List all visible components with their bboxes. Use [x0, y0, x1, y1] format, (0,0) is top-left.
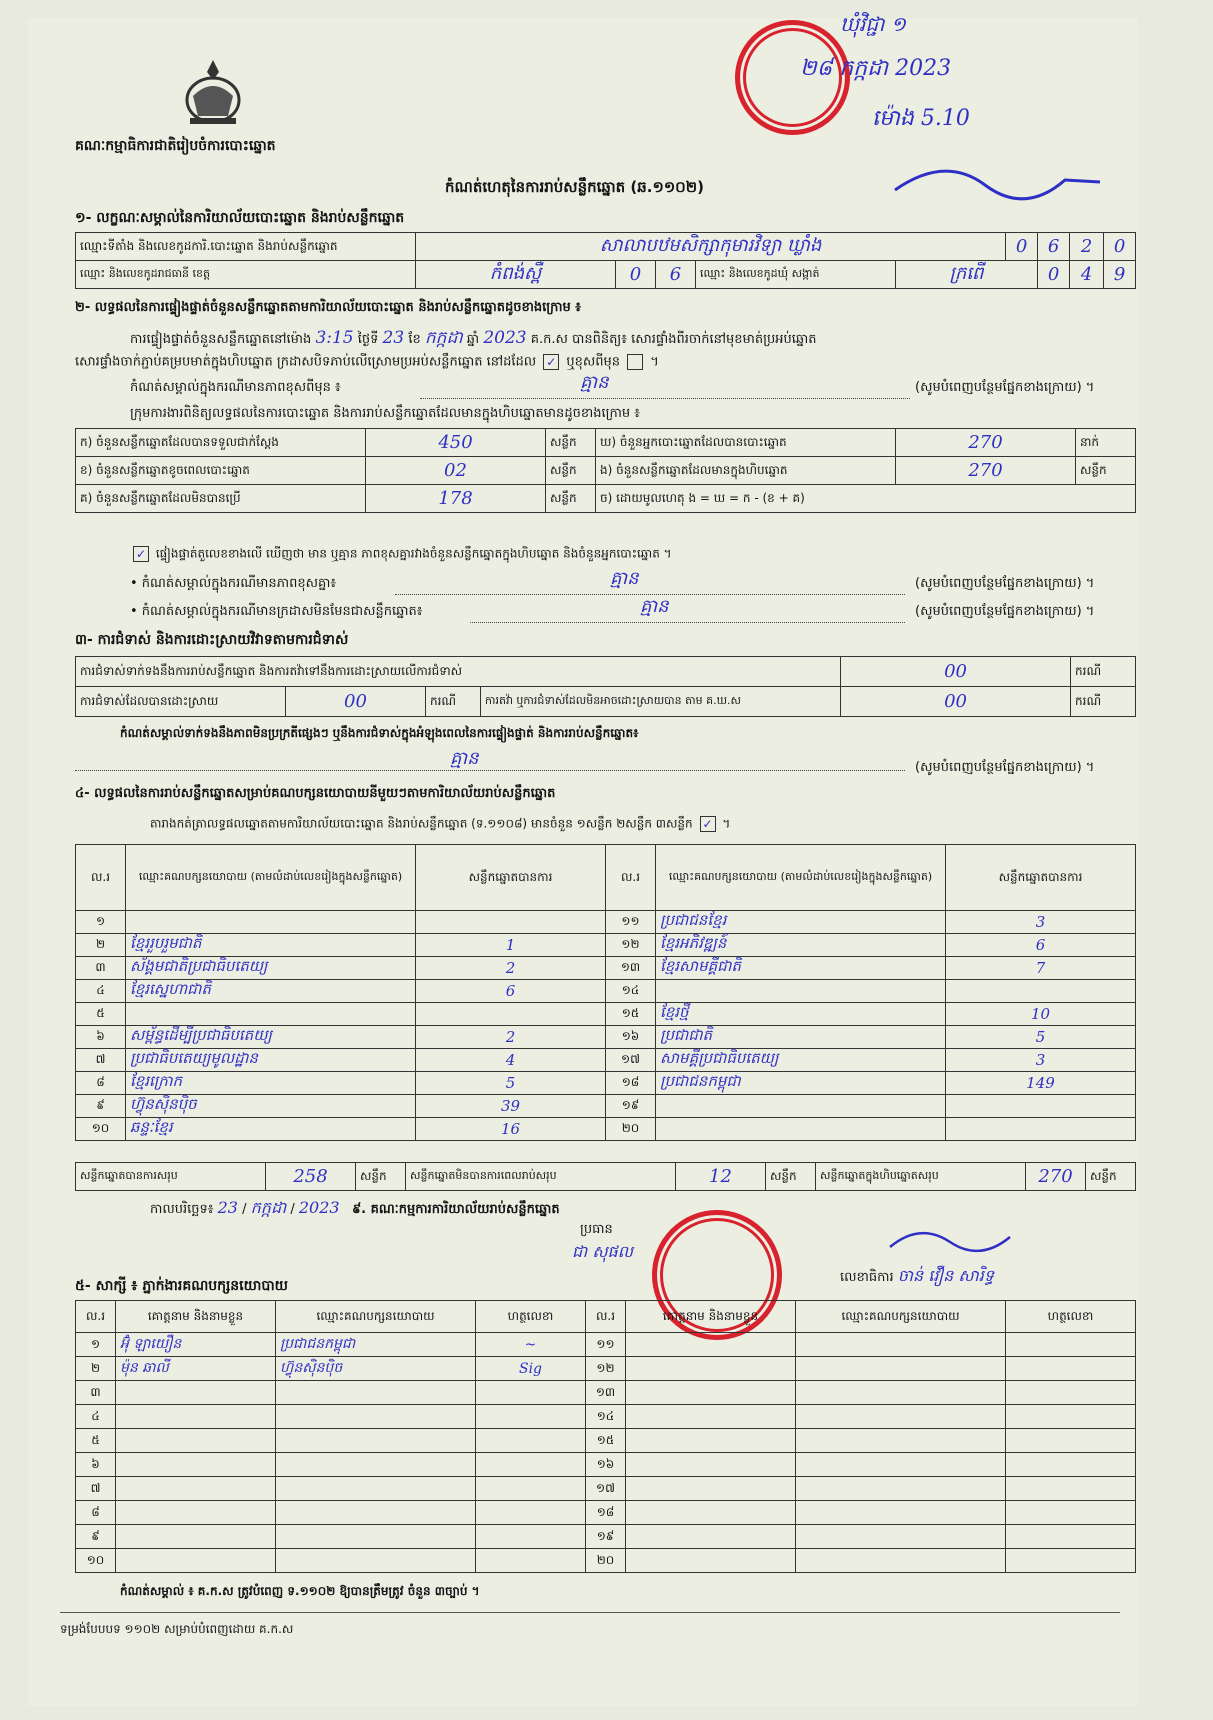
vote-count: 10 [946, 1003, 1136, 1026]
s4-results-table [75, 844, 1136, 1141]
row-number: ១៣ [586, 1381, 626, 1405]
vote-count: 4 [416, 1049, 606, 1072]
table-row [76, 1118, 1136, 1141]
row-number: ៦ [76, 1453, 116, 1477]
table-row [76, 1525, 1136, 1549]
row-number: ៨ [76, 1072, 126, 1095]
s2-line-a-year: ឆ្នាំ [466, 332, 480, 347]
s1-row1-value: សាលាបឋមសិក្សាកុមារវិទ្យា ឃ្លាំង [416, 233, 1006, 261]
row-number: ៧ [76, 1477, 116, 1501]
s3-r1-label: ការជំទាស់ទាក់ទងនឹងការរាប់សន្លឹកឆ្នោត និងការតវ៉ាទៅនឹងការដោះស្រាយលើការជំទាស់ [76, 657, 841, 687]
s2-note2-label: • កំណត់សម្គាល់ក្នុងករណីមានភាពខុសគ្នា៖ [130, 576, 337, 591]
s1-row2-label2: ឈ្មោះ និងលេខកូដឃុំ សង្កាត់ [696, 261, 896, 289]
witness-signature [1006, 1357, 1136, 1381]
witness-party [276, 1549, 476, 1573]
witness-signature [1006, 1525, 1136, 1549]
table-row [76, 1357, 1136, 1381]
total-valid-value: 258 [266, 1163, 356, 1191]
witness-party [276, 1381, 476, 1405]
s1-row2-value: កំពង់ស្ពឺ [416, 261, 616, 289]
witness-signature: ~ [476, 1333, 586, 1357]
s5-col-party-r: ឈ្មោះគណបក្សនយោបាយ [796, 1301, 1006, 1333]
witness-party: ប្រជាជនកម្ពុជា [276, 1333, 476, 1357]
party-name: ខ្មែរថ្មី [656, 1003, 946, 1026]
witness-name [626, 1381, 796, 1405]
witness-signature [1006, 1549, 1136, 1573]
table-row [76, 1003, 1136, 1026]
gho-unit: នាក់ [1076, 429, 1136, 457]
witness-signature [1006, 1477, 1136, 1501]
row-number: ១៥ [586, 1429, 626, 1453]
witness-signature [476, 1525, 586, 1549]
ko-unit: សន្លឹក [546, 485, 596, 513]
vote-count [946, 1118, 1136, 1141]
secretary-label: លេខាធិការ [840, 1270, 894, 1285]
s2-note3-line [470, 622, 905, 623]
s4-col-party-r: ឈ្មោះគណបក្សនយោបាយ (តាមលំដាប់លេខរៀងក្នុងសន្លឹកឆ្នោត) [656, 845, 946, 911]
party-name: ប្រជាធិបតេយ្យមូលដ្ឋាន [126, 1049, 416, 1072]
kha-unit: សន្លឹក [546, 457, 596, 485]
witness-name: ម៉ុន ឆាលី [116, 1357, 276, 1381]
table-row [76, 1049, 1136, 1072]
s2-diff-text: ផ្ទៀងផ្ទាត់តួលេខខាងលើ ឃើញថា មាន ឬគ្មាន ភាពខុសគ្នារវាងចំនួនសន្លឹកឆ្នោតក្នុងហិបឆ្នោត និងចំនួនអ្នកបោះឆ្នោត ។ [155, 546, 672, 561]
s3-r2b-unit: ករណី [1071, 687, 1136, 717]
org-name: គណៈកម្មាធិការជាតិរៀបចំការបោះឆ្នោត [75, 138, 276, 154]
footer-divider [60, 1612, 1120, 1613]
total-invalid-label: សន្លឹកឆ្នោតមិនបានការពេលរាប់សរុប [406, 1163, 676, 1191]
witness-party: ហ៊្វុនស៊ិនប៉ិច [276, 1357, 476, 1381]
s2-title: ២- លទ្ធផលនៃការផ្ទៀងផ្ទាត់ចំនួនសន្លឹកឆ្នោតតាមការិយាល័យបោះឆ្នោត និងរាប់សន្លឹកឆ្នោតដូចខាងក្រោម ៖ [75, 300, 581, 315]
s2-note-line [420, 398, 910, 399]
witness-name: អ៊ុំ ឡាយឿន [116, 1333, 276, 1357]
secretary-name: ចាន់ វឿន សារិទ្ធ [897, 1266, 994, 1285]
s1-row2-code2-0: 0 [1038, 261, 1070, 289]
s1-row1-code-1: 6 [1038, 233, 1070, 261]
s1-row1-code-3: 0 [1104, 233, 1136, 261]
vote-count: 6 [416, 980, 606, 1003]
unchanged-checkbox[interactable]: ✓ [543, 354, 559, 370]
s4-col-party: ឈ្មោះគណបក្សនយោបាយ (តាមលំដាប់លេខរៀងក្នុងសន្លឹកឆ្នោត) [126, 845, 416, 911]
table-row [76, 1381, 1136, 1405]
row-number: ៤ [76, 1405, 116, 1429]
row-number: ៦ [76, 1026, 126, 1049]
witness-party [276, 1501, 476, 1525]
witness-name [626, 1405, 796, 1429]
witness-party [796, 1405, 1006, 1429]
s4-col-votes: សន្លឹកឆ្នោតបានការ [416, 845, 606, 911]
ngo-label: ង) ចំនួនសន្លឹកឆ្នោតដែលមានក្នុងហិបឆ្នោត [596, 457, 896, 485]
witness-name [116, 1501, 276, 1525]
witness-party [796, 1525, 1006, 1549]
witness-party [796, 1501, 1006, 1525]
table-row [76, 1453, 1136, 1477]
row-number: ១៤ [606, 980, 656, 1003]
s5-title: ៥- សាក្សី ៖ ភ្នាក់ងារគណបក្សនយោបាយ [75, 1278, 289, 1294]
s2-seal-line: សោរផ្ទាំងចាក់ភ្ជាប់គម្របមាត់ក្នុងហិបឆ្នោត ក្រដាសបិទភាប់លើស្រោមប្រអប់សន្លឹកឆ្នោត នៅដដែល ✓ ឬខុសពីមុន ។ [75, 354, 659, 370]
vote-count: 3 [946, 1049, 1136, 1072]
vote-count: 2 [416, 1026, 606, 1049]
s1-row2-code2-2: 9 [1104, 261, 1136, 289]
sheet-count-checkbox[interactable]: ✓ [700, 816, 716, 832]
party-name: ប្រជាជាតិ [656, 1026, 946, 1049]
footer-text: ទម្រង់បែបបទ ១១០២ សម្រាប់បំពេញដោយ គ.ក.ស [60, 1622, 294, 1636]
vote-count: 149 [946, 1072, 1136, 1095]
party-name [126, 1003, 416, 1026]
vote-count: 6 [946, 934, 1136, 957]
witness-party [796, 1477, 1006, 1501]
witness-signature [476, 1405, 586, 1429]
s5-col-sig: ហត្ថលេខា [476, 1301, 586, 1333]
s3-r2b-value: 00 [841, 687, 1071, 717]
table-row [76, 1072, 1136, 1095]
receipt-line1: ឃុំវិជ្ជា ១ [840, 12, 906, 36]
row-number: ៧ [76, 1049, 126, 1072]
witness-name [626, 1357, 796, 1381]
row-number: ៨ [76, 1501, 116, 1525]
table-row [76, 911, 1136, 934]
witness-name [626, 1525, 796, 1549]
witness-party [276, 1525, 476, 1549]
s2-note2-hint: (សូមបំពេញបន្ថែមផ្នែកខាងក្រោយ) ។ [915, 576, 1095, 591]
vote-count: 16 [416, 1118, 606, 1141]
s2-day: 23 [382, 328, 405, 348]
row-number: ៣ [76, 1381, 116, 1405]
doc-title: កំណត់ហេតុនៃការរាប់សន្លឹកឆ្នោត (ឆ.១១០២) [445, 178, 705, 196]
s4-col-votes-r: សន្លឹកឆ្នោតបានការ [946, 845, 1136, 911]
row-number: ២០ [606, 1118, 656, 1141]
date-month: កក្កដា [250, 1198, 287, 1217]
party-name: ប្រជាជនខ្មែរ [656, 911, 946, 934]
witness-signature [1006, 1453, 1136, 1477]
total-valid-label: សន្លឹកឆ្នោតបានការសរុប [76, 1163, 266, 1191]
s3-r2-value: 00 [286, 687, 426, 717]
s2-note-value: គ្មាន [580, 372, 609, 393]
date-label: កាលបរិច្ឆេទ៖ [150, 1202, 214, 1217]
witness-signature [1006, 1381, 1136, 1405]
witness-name [626, 1549, 796, 1573]
total-invalid-unit: សន្លឹក [766, 1163, 816, 1191]
ngo-unit: សន្លឹក [1076, 457, 1136, 485]
s2-note3-label: • កំណត់សម្គាល់ក្នុងករណីមានក្រដាសមិនមែនជាសន្លឹកឆ្នោត៖ [130, 604, 423, 619]
row-number: ១៤ [586, 1405, 626, 1429]
witness-signature [1006, 1429, 1136, 1453]
s1-title: ១- លក្ខណៈសម្គាល់នៃការិយាល័យបោះឆ្នោត និងរាប់សន្លឹកឆ្នោត [75, 210, 405, 226]
s4-title: ៤- លទ្ធផលនៃការរាប់សន្លឹកឆ្នោតសម្រាប់គណបក្សនយោបាយនីមួយៗតាមការិយាល័យរាប់សន្លឹកឆ្នោត [75, 786, 556, 801]
row-number: ២០ [586, 1549, 626, 1573]
row-number: ២ [76, 934, 126, 957]
witness-signature [476, 1453, 586, 1477]
s5-col-sig-r: ហត្ថលេខា [1006, 1301, 1136, 1333]
s2-year: 2023 [483, 328, 527, 348]
ka-unit: សន្លឹក [546, 429, 596, 457]
party-name [126, 911, 416, 934]
s5-col-name: គោត្តនាម និងនាមខ្លួន [116, 1301, 276, 1333]
witness-name [626, 1453, 796, 1477]
party-name: ខ្មែរសាមគ្គីជាតិ [656, 957, 946, 980]
s2-note2-line [395, 594, 905, 595]
s4-col-no: ល.រ [76, 845, 126, 911]
witness-name [626, 1429, 796, 1453]
witness-party [796, 1333, 1006, 1357]
row-number: ១៦ [586, 1453, 626, 1477]
row-number: ៣ [76, 957, 126, 980]
secretary-signature [880, 1212, 1020, 1262]
s1-row1-code-0: 0 [1006, 233, 1038, 261]
s2-verify-line [130, 328, 817, 348]
s3-note-hint: (សូមបំពេញបន្ថែមផ្នែកខាងក្រោយ) ។ [915, 760, 1095, 775]
party-name: ស័ង្គមជាតិប្រជាធិបតេយ្យ [126, 957, 416, 980]
diff-checkbox[interactable]: ✓ [133, 546, 149, 562]
witness-name [116, 1549, 276, 1573]
receipt-line2: ២៨ កក្កដា 2023 [800, 56, 952, 81]
s1-row2-label: ឈ្មោះ និងលេខកូដរាជធានី ខេត្ត [80, 266, 210, 280]
witness-name [116, 1429, 276, 1453]
witness-name [116, 1525, 276, 1549]
s2-line-a-pre: ការផ្ទៀងផ្ទាត់ចំនួនសន្លឹកឆ្នោតនៅម៉ោង [130, 332, 312, 347]
s2-month: កក្កដា [424, 328, 463, 348]
vote-count [416, 911, 606, 934]
row-number: ១៧ [586, 1477, 626, 1501]
s2-time: 3:15 [315, 328, 354, 348]
witness-name [116, 1381, 276, 1405]
vote-count: 5 [946, 1026, 1136, 1049]
committee-label: ៩. គណៈកម្មការការិយាល័យរាប់សន្លឹកឆ្នោត [351, 1202, 560, 1217]
row-number: ២ [76, 1357, 116, 1381]
witness-signature [1006, 1333, 1136, 1357]
vote-count: 2 [416, 957, 606, 980]
row-number: ១៨ [606, 1072, 656, 1095]
witness-signature [476, 1381, 586, 1405]
row-number: ១២ [606, 934, 656, 957]
ka-label: ក) ចំនួនសន្លឹកឆ្នោតដែលបានទទួលជាក់ស្តែង [76, 429, 366, 457]
s2-line-b-or: ឬខុសពីមុន [566, 354, 621, 370]
vote-count: 39 [416, 1095, 606, 1118]
witness-name [116, 1477, 276, 1501]
s1-table [75, 232, 1136, 289]
witness-signature [1006, 1501, 1136, 1525]
chair-label: ប្រធាន [580, 1222, 613, 1237]
witness-party [796, 1357, 1006, 1381]
row-number: ១៩ [586, 1525, 626, 1549]
table-row [76, 1026, 1136, 1049]
witness-name [626, 1501, 796, 1525]
gho-label: ឃ) ចំនួនអ្នកបោះឆ្នោតដែលបានបោះឆ្នោត [596, 429, 896, 457]
table-row [76, 1405, 1136, 1429]
row-number: ១២ [586, 1357, 626, 1381]
vote-count: 5 [416, 1072, 606, 1095]
witness-signature [476, 1429, 586, 1453]
witness-name [626, 1477, 796, 1501]
s3-r2b-label: ការតវ៉ា ឬការជំទាស់ដែលមិនអាចដោះស្រាយបាន តាម គ.ឃ.ស [481, 687, 841, 717]
s1-row1-label: ឈ្មោះទីតាំង និងលេខកូដការិ.បោះឆ្នោត និងរាប់សន្លឹកឆ្នោត [76, 233, 416, 261]
row-number: ១០ [76, 1549, 116, 1573]
witness-signature: Sig [476, 1357, 586, 1381]
royal-emblem-icon [178, 56, 248, 130]
vote-count: 1 [416, 934, 606, 957]
s3-r2-label: ការជំទាស់ដែលបានដោះស្រាយ [76, 687, 286, 717]
s3-note-line [75, 770, 905, 771]
receipt-line3: ម៉ោង 5.10 [872, 106, 970, 131]
row-number: ១ [76, 911, 126, 934]
s2-count-line: ក្រុមការងារពិនិត្យលទ្ធផលនៃការបោះឆ្នោត និងការរាប់សន្លឹកឆ្នោតដែលមានក្នុងហិបឆ្នោតមានដូចខាងក្រោម ៖ [130, 406, 640, 421]
table-row [76, 1333, 1136, 1357]
receipt-signature [885, 150, 1105, 210]
s4-intro: តារាងកត់ត្រាលទ្ធផលឆ្នោតតាមការិយាល័យបោះឆ្នោត និងរាប់សន្លឹកឆ្នោត (ទ.១១០៨) មានចំនួន ១សន្លឹក ២សន្លឹក ៣សន្លឹក ✓ ។ [150, 816, 731, 831]
s3-note-value: គ្មាន [450, 748, 479, 769]
s2-count-table [75, 428, 1136, 513]
witness-signature [1006, 1405, 1136, 1429]
table-row [76, 1549, 1136, 1573]
s3-r1-value: 00 [841, 657, 1071, 687]
s2-line-a-post: គ.ក.ស បានពិនិត្យ៖ សោរផ្ទាំងពីរចាក់នៅមុខមាត់ប្រអប់ឆ្នោត [530, 332, 817, 347]
s2-diff-line [130, 546, 672, 562]
row-number: ១៦ [606, 1026, 656, 1049]
s5-witness-table [75, 1300, 1136, 1573]
vote-count [946, 1095, 1136, 1118]
s4-date-line: កាលបរិច្ឆេទ៖ 23 / កក្កដា / 2023 ៩. គណៈកម្មការការិយាល័យរាប់សន្លឹកឆ្នោត [150, 1198, 560, 1217]
row-number: ១១ [606, 911, 656, 934]
row-number: ១៩ [606, 1095, 656, 1118]
party-name: ប្រជាជនកម្ពុជា [656, 1072, 946, 1095]
secretary-line [840, 1266, 994, 1286]
s3-title: ៣- ការជំទាស់ និងការដោះស្រាយវិវាទតាមការជំទាស់ [75, 632, 349, 648]
s2-note3-value: គ្មាន [640, 596, 669, 617]
table-row [76, 980, 1136, 1003]
s2-note-label: កំណត់សម្គាល់ក្នុងករណីមានភាពខុសពីមុន ៖ [130, 380, 341, 395]
row-number: ១០ [76, 1118, 126, 1141]
party-name: ខ្មែរស្នេហាជាតិ [126, 980, 416, 1003]
s1-row1-code-2: 2 [1070, 233, 1104, 261]
vote-count: 3 [946, 911, 1136, 934]
party-name: ខ្មែរក្រោក [126, 1072, 416, 1095]
ko-label: គ) ចំនួនសន្លឹកឆ្នោតដែលមិនបានប្រើ [76, 485, 366, 513]
table-row [76, 957, 1136, 980]
party-name: ឆន្ទៈខ្មែរ [126, 1118, 416, 1141]
party-name [656, 1095, 946, 1118]
s1-row2-value2: ក្រពើ [896, 261, 1038, 289]
s4-intro-text: តារាងកត់ត្រាលទ្ធផលឆ្នោតតាមការិយាល័យបោះឆ្នោត និងរាប់សន្លឹកឆ្នោត (ទ.១១០៨) មានចំនួន ១សន្លឹក ២សន្លឹក ៣សន្លឹក [150, 816, 693, 831]
witness-party [276, 1453, 476, 1477]
row-number: ១៣ [606, 957, 656, 980]
date-year: 2023 [298, 1198, 340, 1217]
date-day: 23 [217, 1198, 238, 1217]
total-box-label: សន្លឹកឆ្នោតក្នុងហិបឆ្នោតសរុប [816, 1163, 1026, 1191]
total-box-value: 270 [1026, 1163, 1086, 1191]
ko-value: 178 [366, 485, 546, 513]
changed-checkbox[interactable] [627, 354, 643, 370]
total-box-unit: សន្លឹក [1086, 1163, 1136, 1191]
row-number: ៩ [76, 1095, 126, 1118]
party-name [656, 1118, 946, 1141]
s3-r1-unit: ករណី [1071, 657, 1136, 687]
row-number: ៥ [76, 1429, 116, 1453]
s2-line-b: សោរផ្ទាំងចាក់ភ្ជាប់គម្របមាត់ក្នុងហិបឆ្នោត ក្រដាសបិទភាប់លើស្រោមប្រអប់សន្លឹកឆ្នោត នៅដដែល [75, 354, 537, 370]
s5-col-no: ល.រ [76, 1301, 116, 1333]
witness-party [796, 1453, 1006, 1477]
s3-r2-unit: ករណី [426, 687, 481, 717]
party-name: សម្ព័ន្ធដើម្បីប្រជាធិបតេយ្យ [126, 1026, 416, 1049]
witness-party [276, 1429, 476, 1453]
party-name: ខ្មែរអភិវឌ្ឍន៍ [656, 934, 946, 957]
s5-col-name-r: គោត្តនាម និងនាមខ្លួន [626, 1301, 796, 1333]
s4-col-no-r: ល.រ [606, 845, 656, 911]
row-number: ១១ [586, 1333, 626, 1357]
table-row [76, 1095, 1136, 1118]
table-row [76, 934, 1136, 957]
kha-label: ខ) ចំនួនសន្លឹកឆ្នោតខូចពេលបោះឆ្នោត [76, 457, 366, 485]
row-number: ១៥ [606, 1003, 656, 1026]
party-name: ខ្មែររួបរួមជាតិ [126, 934, 416, 957]
s3-note-label: កំណត់សម្គាល់ទាក់ទងនឹងភាពមិនប្រក្រតីផ្សេងៗ ឬនឹងការជំទាស់ក្នុងអំឡុងពេលនៃការផ្ទៀងផ្ទាត់ និងការរាប់សន្លឹកឆ្នោត៖ [120, 726, 639, 740]
kha-value: 02 [366, 457, 546, 485]
row-number: ១ [76, 1333, 116, 1357]
witness-name [116, 1453, 276, 1477]
total-invalid-value: 12 [676, 1163, 766, 1191]
row-number: ៩ [76, 1525, 116, 1549]
party-name: ហ៊្វុនស៊ិនប៉ិច [126, 1095, 416, 1118]
s5-col-party: ឈ្មោះគណបក្សនយោបាយ [276, 1301, 476, 1333]
witness-party [276, 1405, 476, 1429]
witness-name [116, 1405, 276, 1429]
ngo-value: 270 [896, 457, 1076, 485]
s1-row2-code-0: 0 [616, 261, 656, 289]
table-row [76, 1501, 1136, 1525]
witness-signature [476, 1549, 586, 1573]
s1-row2-code-1: 6 [656, 261, 696, 289]
s4-totals-table [75, 1162, 1136, 1191]
s3-table [75, 656, 1136, 717]
vote-count [946, 980, 1136, 1003]
s5-footnote: កំណត់សម្គាល់ ៖ គ.ក.ស ត្រូវបំពេញ ទ.១១០២ ឱ្យបានត្រឹមត្រូវ ចំនួន ៣ច្បាប់ ។ [120, 1584, 480, 1598]
s1-row2-code2-1: 4 [1070, 261, 1104, 289]
witness-party [796, 1549, 1006, 1573]
witness-signature [476, 1477, 586, 1501]
row-number: ៤ [76, 980, 126, 1003]
vote-count: 7 [946, 957, 1136, 980]
s2-note-hint: (សូមបំពេញបន្ថែមផ្នែកខាងក្រោយ) ។ [915, 380, 1095, 395]
row-number: ១៨ [586, 1501, 626, 1525]
gho-value: 270 [896, 429, 1076, 457]
witness-party [796, 1381, 1006, 1405]
s2-note3-hint: (សូមបំពេញបន្ថែមផ្នែកខាងក្រោយ) ។ [915, 604, 1095, 619]
cho-label: ច) ដោយមូលហេតុ ង = ឃ = ក - (ខ + គ) [596, 485, 1136, 513]
party-name: សាមគ្គីប្រជាធិបតេយ្យ [656, 1049, 946, 1072]
ka-value: 450 [366, 429, 546, 457]
s2-note2-value: គ្មាន [610, 568, 639, 589]
witness-signature [476, 1501, 586, 1525]
table-row [76, 1477, 1136, 1501]
vote-count [416, 1003, 606, 1026]
s2-line-a-day: ថ្ងៃទី [357, 332, 379, 347]
s2-line-a-month: ខែ [408, 332, 421, 347]
witness-party [276, 1477, 476, 1501]
table-row [76, 1429, 1136, 1453]
row-number: ៥ [76, 1003, 126, 1026]
chair-signature: ជា សុផល [572, 1242, 633, 1261]
witness-party [796, 1429, 1006, 1453]
witness-name [626, 1333, 796, 1357]
party-name [656, 980, 946, 1003]
total-valid-unit: សន្លឹក [356, 1163, 406, 1191]
s5-col-no-r: ល.រ [586, 1301, 626, 1333]
row-number: ១៧ [606, 1049, 656, 1072]
